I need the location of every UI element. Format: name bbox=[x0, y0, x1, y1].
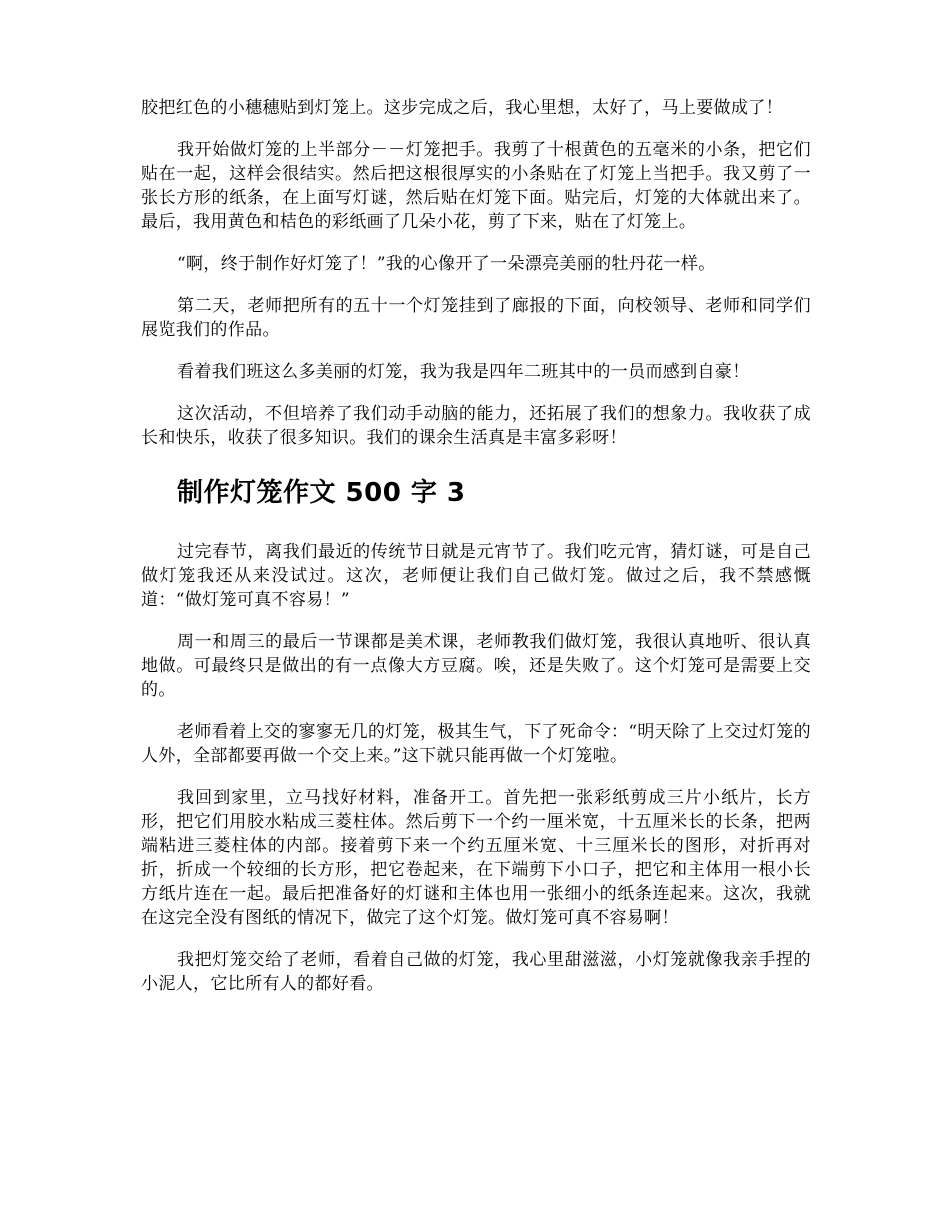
paragraph: “啊，终于制作好灯笼了！”我的心像开了一朵漂亮美丽的牡丹花一样。 bbox=[177, 254, 716, 274]
paragraph: 我回到家里，立马找好材料，准备开工。首先把一张彩纸剪成三片小纸片，长方形，把它们用胶水粘成三菱柱体。然后剪下一个约一厘米宽，十五厘米长的长条，把两端粘进三菱柱体的内部。接着剪下来一个约五厘米宽、十三厘米长的图形，对折再对折，折成一个较细的长方形，把它卷起来，在下端剪下小口子，把它和主体用一根小长方纸片连在一起。最后把准备好的灯谜和主体也用一张细小的纸条连起来。这次，我就在这完全没有图纸的情况下，做完了这个灯笼。做灯笼可真不容易啊！ bbox=[141, 788, 811, 928]
paragraph: 老师看着上交的寥寥无几的灯笼，极其生气，下了死命令：“明天除了上交过灯笼的人外，全部都要再做一个交上来。”这下就只能再做一个灯笼啦。 bbox=[141, 722, 811, 766]
paragraph: 看着我们班这么多美丽的灯笼，我为我是四年二班其中的一员而感到自豪！ bbox=[177, 362, 750, 382]
document-page bbox=[141, 96, 811, 996]
section-heading: 制作灯笼作文 500 字 3 bbox=[177, 478, 466, 508]
paragraph: 我把灯笼交给了老师，看着自己做的灯笼，我心里甜滋滋，小灯笼就像我亲手捏的小泥人，它比所有人的都好看。 bbox=[141, 950, 811, 994]
paragraph: 胶把红色的小穗穗贴到灯笼上。这步完成之后，我心里想，太好了，马上要做成了！ bbox=[141, 98, 783, 118]
paragraph: 我开始做灯笼的上半部分－－灯笼把手。我剪了十根黄色的五毫米的小条，把它们贴在一起，这样会很结实。然后把这根很厚实的小条贴在了灯笼上当把手。我又剪了一张长方形的纸条，在上面写灯谜，然后贴在灯笼下面。贴完后，灯笼的大体就出来了。最后，我用黄色和桔色的彩纸画了几朵小花，剪了下来，贴在了灯笼上。 bbox=[141, 140, 811, 232]
paragraph: 过完春节，离我们最近的传统节日就是元宵节了。我们吃元宵，猜灯谜，可是自己做灯笼我还从来没试过。这次，老师便让我们自己做灯笼。做过之后，我不禁感慨道：“做灯笼可真不容易！” bbox=[141, 542, 811, 610]
paragraph: 第二天，老师把所有的五十一个灯笼挂到了廊报的下面，向校领导、老师和同学们展览我们的作品。 bbox=[141, 296, 811, 340]
paragraph: 这次活动，不但培养了我们动手动脑的能力，还拓展了我们的想象力。我收获了成长和快乐，收获了很多知识。我们的课余生活真是丰富多彩呀！ bbox=[141, 404, 811, 448]
paragraph: 周一和周三的最后一节课都是美术课，老师教我们做灯笼，我很认真地听、很认真地做。可最终只是做出的有一点像大方豆腐。唉，还是失败了。这个灯笼可是需要上交的。 bbox=[141, 632, 811, 700]
